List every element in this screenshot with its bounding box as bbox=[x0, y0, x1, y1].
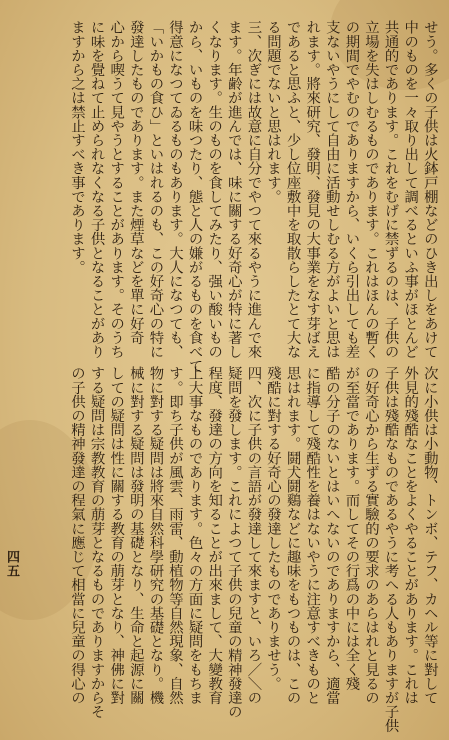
text-line: 酷の分子のないとはいへないのでありますから、適當 bbox=[323, 366, 340, 705]
text-line: に味を覺ねて止められなくなる子供となることがあり bbox=[88, 20, 105, 359]
text-line: 共通的であります。これをむげに禁ずるのは、子供の bbox=[382, 20, 399, 359]
text-line: 械に對する疑問は發明の基礎となり、生命と起源に關 bbox=[127, 366, 144, 705]
text-line: 子供は殘酷なものであるやうに考へる人もありますが子供 bbox=[382, 366, 399, 733]
text-line: 立場を失はしむるものであります。これはほんの暫く bbox=[362, 20, 379, 359]
text-line: 思はれます。鬪犬鬪鷄などに趣味をもつものは、この bbox=[284, 366, 301, 705]
text-line: 發達したものであります。また煙草などを單に好奇 bbox=[127, 20, 144, 345]
paper-stain bbox=[0, 420, 100, 620]
text-line: ます。年齢が進んでは、味に關する好奇心が特に著し bbox=[225, 20, 242, 359]
text-line: 得意になつてゐるものもあります。大人になつても、 bbox=[166, 20, 183, 359]
text-line: 疑問を發します。これによつて子供の兒童の精神發達の bbox=[225, 366, 242, 719]
text-line: 物に對する疑問は將來自然科學研究の基礎となり。機 bbox=[147, 366, 164, 705]
text-line: しての疑問は性に關する教育の萠芽となり、神佛に對 bbox=[108, 366, 125, 705]
text-line: 中のものを一々取り出して調べるといふ事がほとんど bbox=[402, 20, 419, 359]
text-line: す。即ち子供が風雲、雨雷、動植物等自然現象、自然 bbox=[166, 366, 183, 705]
text-line: 外見的殘酷なことをよくやることがあります。これは bbox=[402, 366, 419, 705]
text-line: 支ないやうにして自由に活動せしむる方がよいと思は bbox=[323, 20, 340, 359]
text-line: 殘酷に對する好奇心の發達したものでありませう。 bbox=[264, 366, 281, 691]
text-line: 三、次ぎには故意に自分でやつて來るやうに進んで來 bbox=[245, 20, 262, 359]
text-line: の期間でやむのでありますから、いくら引出しても差 bbox=[343, 20, 360, 359]
text-line: に指導して殘酷性を養はないやうに注意すべきものと bbox=[304, 366, 321, 705]
text-line: くなります。生のものを食してみたり、强い酸いもの bbox=[206, 20, 223, 359]
text-line: 次に小供は小動物、トンボ、テフ、カヘル等に對して bbox=[421, 366, 438, 705]
page-number: 四五 bbox=[4, 550, 19, 578]
text-line: 「いかもの食ひ」といはれるのも、この好奇心の特に bbox=[147, 20, 164, 359]
text-line: せう。多くの子供は火鉢戸棚などのひき出しをあけて bbox=[421, 20, 438, 359]
text-line: 四、次に子供の言語が發達して來ますと、いろ／＼の bbox=[245, 366, 262, 705]
text-line: が至當であります。而してその行爲の中には全く殘 bbox=[343, 366, 360, 691]
text-line: ますから之は禁止すべき事であります。 bbox=[68, 20, 85, 274]
text-line: 上大事なものであります。色々の方面に疑問をもちま bbox=[186, 366, 203, 705]
text-line: であると思ふと、少し位座敷中を取散らしたとて大な bbox=[284, 20, 301, 359]
text-line: の子供の精神發達の程氣に應じて相當に兒童の得心の bbox=[68, 366, 85, 705]
text-line: の好奇心から生ずる實驗的の要求のあらはれと見るの bbox=[362, 366, 379, 705]
text-line: 程度、發達の方向を知ることが出來まして、大變教育 bbox=[206, 366, 223, 705]
text-line: れます。將來研究、發明、發見の大事業をなす芽ばえ bbox=[304, 20, 321, 359]
text-line: 心から喫うて見やうとすることがあります。そのうち bbox=[108, 20, 125, 359]
text-line: する疑問は宗教教育の萠芽となるものでありますからそ bbox=[88, 366, 105, 719]
text-line: る問題でないと思はれます。 bbox=[264, 20, 281, 204]
text-line: から、いものを味つたり、態と人の嫌がるものを食べて bbox=[186, 20, 203, 373]
